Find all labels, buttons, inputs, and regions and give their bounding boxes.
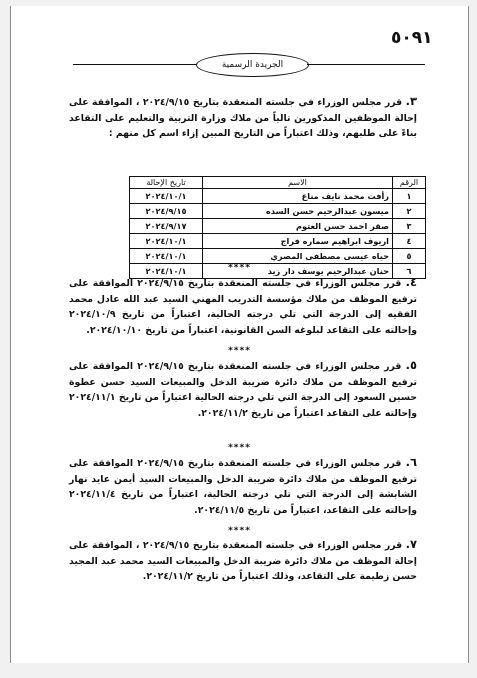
journal-name: الجريدة الرسمية xyxy=(221,60,284,70)
separator-stars: **** xyxy=(228,526,251,536)
table-row xyxy=(130,204,426,219)
row-name: رأفت محمد نايف مناع xyxy=(203,189,393,204)
row-num: ١ xyxy=(393,189,426,204)
item-number: ٧. xyxy=(405,537,417,551)
separator-stars: **** xyxy=(228,263,251,273)
table-row xyxy=(130,189,426,204)
header-rule-left xyxy=(73,64,196,65)
row-date: ٢٠٢٤/١٠/١ xyxy=(130,264,203,279)
row-name: اريوف ابراهيم سماره فراج xyxy=(203,234,393,249)
row-num: ٢ xyxy=(393,204,426,219)
table-header-row xyxy=(130,177,426,189)
header-date: تاريخ الإحالة xyxy=(130,177,203,189)
row-date: ٢٠٢٤/٩/١٥ xyxy=(130,204,203,219)
item-number: ٣. xyxy=(405,94,417,108)
decision-item-5 xyxy=(69,358,417,421)
row-num: ٦ xyxy=(393,264,426,279)
row-num: ٣ xyxy=(393,219,426,234)
row-name: ميسون عبدالرحيم حسن السده xyxy=(203,204,393,219)
page-number: ٥٠٩١ xyxy=(391,28,433,48)
gazette-page xyxy=(10,6,469,663)
item-text: قرر مجلس الوزراء في جلسته المنعقدة بتاريخ ٢٠٢٤/٩/١٥ ، الموافقة على إحالة الموظف من ملاك دائرة ضريبة الدخل والمبيعات السيد محمد عبد المجيد حسن زطيمة على التقاعد، وذلك اعتباراً من تاريخ ٢٠٢٤/١١/٢. xyxy=(69,540,417,583)
header-name: الاسم xyxy=(203,177,393,189)
table-row xyxy=(130,219,426,234)
separator-stars: **** xyxy=(228,443,251,453)
decision-item-4 xyxy=(69,275,417,338)
item-number: ٦. xyxy=(405,455,417,469)
table-row xyxy=(130,234,426,249)
row-date: ٢٠٢٤/٩/١٧ xyxy=(130,219,203,234)
row-num: ٤ xyxy=(393,234,426,249)
row-date: ٢٠٢٤/١٠/١ xyxy=(130,234,203,249)
row-num: ٥ xyxy=(393,249,426,264)
item-number: ٤. xyxy=(405,275,417,289)
separator-stars: **** xyxy=(228,346,251,356)
header-num: الرقم xyxy=(393,177,426,189)
row-date: ٢٠٢٤/١٠/١ xyxy=(130,249,203,264)
row-date: ٢٠٢٤/١٠/١ xyxy=(130,189,203,204)
decision-item-3 xyxy=(69,94,417,142)
item-text: قرر مجلس الوزراء في جلسته المنعقدة بتاريخ ٢٠٢٤/٩/١٥ ، الموافقة على إحالة الموظفين المذكورين تالياً من ملاك وزارة التربية والتعليم على التقاعد بناءً على طلبهم، وذلك اعتباراً من التاريخ المبين إزاء اسم كل منهم : xyxy=(69,97,417,140)
journal-name-badge xyxy=(196,53,309,77)
item-number: ٥. xyxy=(405,358,417,372)
header-rule-right xyxy=(307,64,425,65)
row-name: حنان عبدالرحيم يوسف دار زيد xyxy=(203,264,393,279)
decision-item-6 xyxy=(69,455,417,518)
row-name: حياه عيسى مصطفى المصري xyxy=(203,249,393,264)
decision-item-7 xyxy=(69,537,417,585)
table-row xyxy=(130,249,426,264)
item-text: قرر مجلس الوزراء في جلسته المنعقدة بتاريخ ٢٠٢٤/٩/١٥ الموافقة على ترفيع الموظف من ملاك دائرة ضريبة الدخل والمبيعات السيد حسن عطوة حسين السعود إلى الدرجة التي تلي درجته الحالية اعتباراً من تاريخ ٢٠٢٤/١١/١ وإحالته على التقاعد اعتباراً من تاريخ ٢٠٢٤/١١/٢. xyxy=(69,361,417,419)
item-text: قرر مجلس الوزراء في جلسته المنعقدة بتاريخ ٢٠٢٤/٩/١٥ الموافقة على ترفيع الموظف من ملاك مؤسسة التدريب المهني السيد عبد الله عادل محمد الفقيه إلى الدرجة التي تلي درجته الحالية، اعتباراً من تاريخ ٢٠٢٤/١٠/٩ وإحالته على التقاعد لبلوغه السن القانونية، اعتباراً من تاريخ ٢٠٢٤/١٠/١٠. xyxy=(69,278,417,336)
row-name: صقر احمد حسن العتوم xyxy=(203,219,393,234)
item-text: قرر مجلس الوزراء في جلسته المنعقدة بتاريخ ٢٠٢٤/٩/١٥ الموافقة على ترفيع الموظف من ملاك دائرة ضريبة الدخل والمبيعات السيد أيمن عايد نهار الشابشة إلى الدرجة التي تلي درجته الحالية، اعتباراً من تاريخ ٢٠٢٤/١١/٤ وإحالته على التقاعد، اعتباراً من تاريخ ٢٠٢٤/١١/٥. xyxy=(69,458,417,516)
